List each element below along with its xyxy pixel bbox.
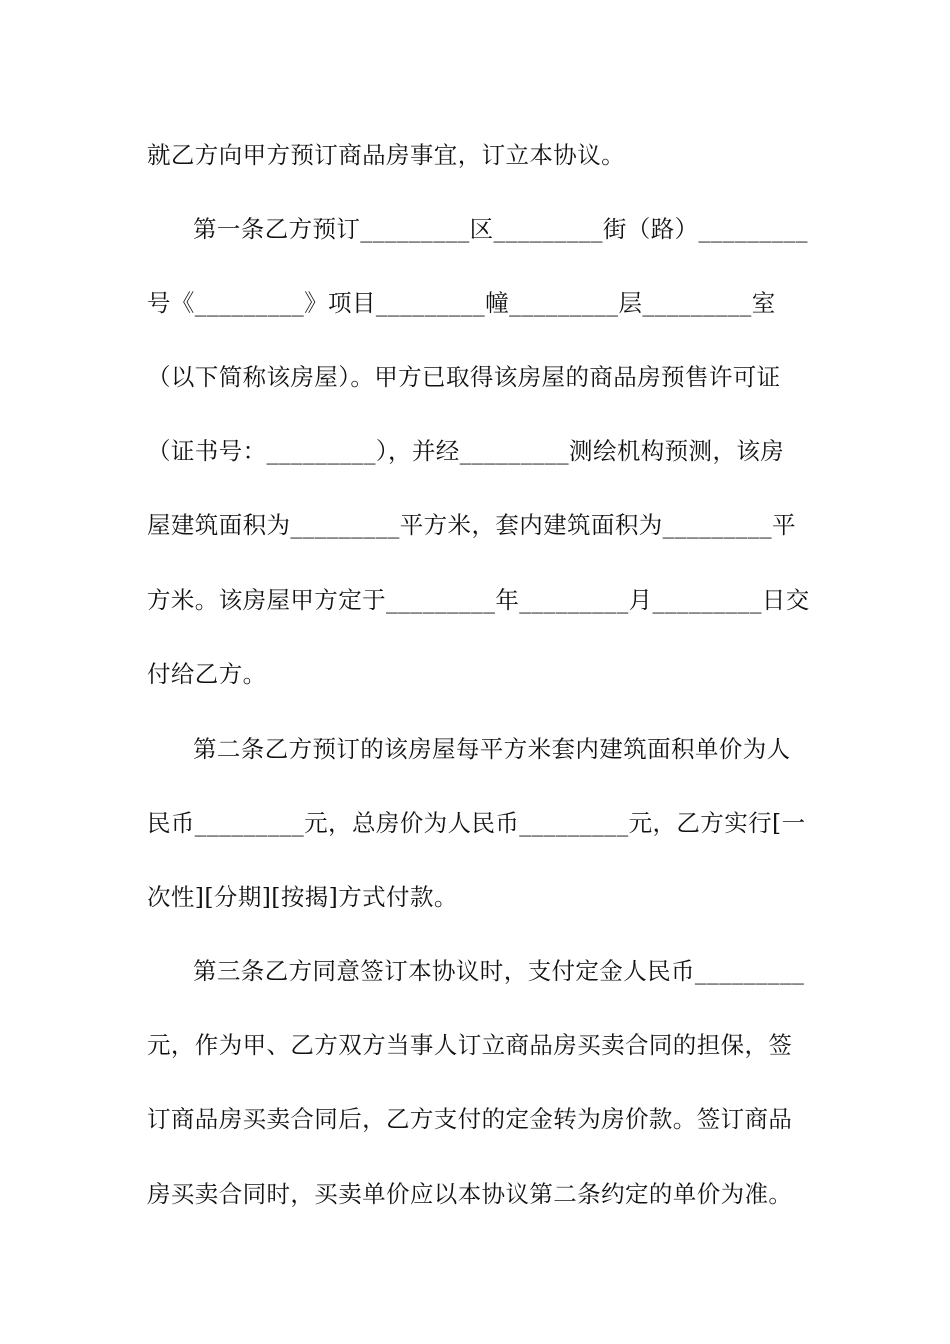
article-1-line-1: 第一条乙方预订_________区_________街（路）_________	[193, 215, 808, 243]
article-3-line-4: 房买卖合同时，买卖单价应以本协议第二条约定的单价为准。	[147, 1180, 793, 1208]
article-3-line-3: 订商品房买卖合同后，乙方支付的定金转为房价款。签订商品	[147, 1105, 793, 1133]
article-2-line-3: 次性][分期][按揭]方式付款。	[147, 883, 458, 911]
article-1-line-2: 号《_________》项目_________幢_________层_________室	[147, 289, 776, 317]
article-1-line-7: 付给乙方。	[147, 660, 267, 688]
article-1-line-3: （以下简称该房屋）。甲方已取得该房屋的商品房预售许可证	[147, 363, 781, 391]
article-1-line-4: （证书号：_________），并经_________测绘机构预测，该房	[147, 437, 785, 465]
article-2-line-1: 第二条乙方预订的该房屋每平方米套内建筑面积单价为人	[193, 735, 791, 763]
article-3-line-1: 第三条乙方同意签订本协议时，支付定金人民币_________	[193, 957, 805, 985]
text-line-1: 就乙方向甲方预订商品房事宜，订立本协议。	[147, 141, 625, 169]
article-2-line-2: 民币_________元，总房价为人民币_________元，乙方实行[一	[147, 809, 806, 837]
article-3-line-2: 元，作为甲、乙方双方当事人订立商品房买卖合同的担保，签	[147, 1031, 793, 1059]
article-1-line-6: 方米。该房屋甲方定于_________年_________月_________日交	[147, 586, 810, 614]
article-1-line-5: 屋建筑面积为_________平方米，套内建筑面积为_________平	[147, 511, 796, 539]
